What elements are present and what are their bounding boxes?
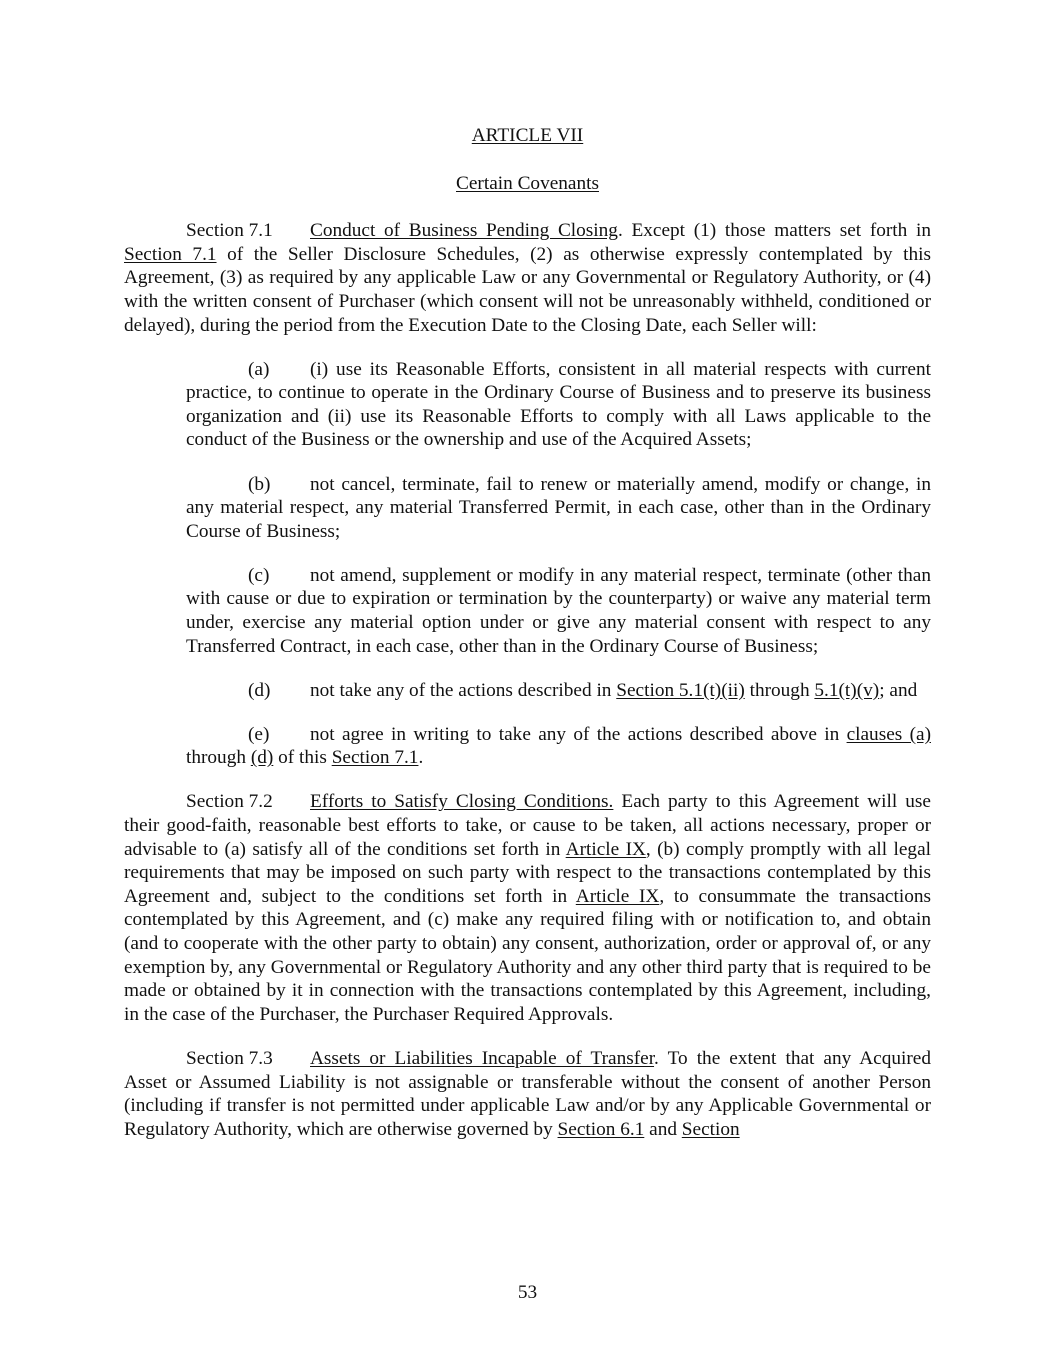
- clause-number: (d): [248, 679, 271, 701]
- cross-reference: clauses (a): [846, 723, 931, 745]
- section-heading: Assets or Liabilities Incapable of Transfer: [310, 1047, 655, 1069]
- section-heading: Efforts to Satisfy Closing Conditions.: [310, 791, 614, 813]
- section-heading: Conduct of Business Pending Closing: [310, 220, 618, 242]
- cross-reference: Section 7.1: [331, 747, 419, 769]
- clause-number: (a): [248, 358, 270, 380]
- section-7-3: Section 7.3 Assets or Liabilities Incapable of Transfer. To the extent that any Acquired Asset or Assumed Liability is not assignable or transferable without the consent of another Person (including if transfer is not permitted under applicable Law and/or by any Applicable Governmental or Regulatory Authority, which are otherwise governed by Section 6.1 and Section: [124, 1047, 931, 1140]
- page-number: 53: [517, 1282, 538, 1303]
- clause-number: (b): [248, 473, 271, 495]
- section-7-2: Section 7.2 Efforts to Satisfy Closing Conditions. Each party to this Agreement will use their good-faith, reasonable best efforts to take, or cause to be taken, all actions necessary, proper or advisable to (a) satisfy all of the conditions set forth in Article IX, (b) comply promptly with all legal requirements that may be imposed on such party with respect to the transactions contemplated by this Agreement and, subject to the conditions set forth in Article IX, to consummate the transactions contemplated by this Agreement, and (c) make any required filing with or notification to, and obtain (and to cooperate with the other party to obtain) any consent, authorization, order or approval of, or any exemption by, any Governmental or Regulatory Authority and any other third party that is required to be made or obtained by it in connection with the transactions contemplated by this Agreement, including, in the case of the Purchaser, the Purchaser Required Approvals.: [124, 791, 931, 1025]
- cross-reference: Section 7.1: [124, 243, 217, 265]
- document-page: [124, 124, 931, 1162]
- cross-reference: Section 6.1: [557, 1118, 645, 1140]
- clause-b: (b) not cancel, terminate, fail to renew or materially amend, modify or change, in any material respect, any material Transferred Permit, in each case, other than in the Ordinary Course of Business;: [186, 473, 931, 542]
- cross-reference: (d): [250, 747, 274, 769]
- section-7-1: Section 7.1 Conduct of Business Pending Closing. Except (1) those matters set forth in Section 7.1 of the Seller Disclosure Schedules, (2) as otherwise expressly contemplated by this Agreement, (3) as required by any applicable Law or any Governmental or Regulatory Authority, or (4) with the written consent of Purchaser (which consent will not be unreasonably withheld, conditioned or delayed), during the period from the Execution Date to the Closing Date, each Seller will:: [124, 220, 931, 336]
- section-number: Section 7.3: [186, 1047, 273, 1069]
- article-title: ARTICLE VII: [471, 125, 584, 146]
- section-number: Section 7.2: [186, 791, 273, 813]
- section-number: Section 7.1: [186, 220, 273, 242]
- cross-reference: Section: [681, 1118, 740, 1140]
- clause-e: (e) not agree in writing to take any of the actions described above in clauses (a) through (d) of this Section 7.1.: [186, 723, 931, 769]
- cross-reference: Section 5.1(t)(ii): [616, 679, 745, 701]
- cross-reference: Article IX: [575, 885, 660, 907]
- cross-reference: 5.1(t)(v): [814, 679, 880, 701]
- clause-a: (a) (i) use its Reasonable Efforts, consistent in all material respects with current practice, to continue to operate in the Ordinary Course of Business and to preserve its business organization and (ii) use its Reasonable Efforts to comply with all Laws applicable to the conduct of the Business or the ownership and use of the Acquired Assets;: [186, 358, 931, 451]
- clause-d: (d) not take any of the actions described in Section 5.1(t)(ii) through 5.1(t)(v); and: [248, 679, 918, 701]
- clause-number: (e): [248, 723, 270, 745]
- cross-reference: Article IX: [565, 838, 646, 860]
- clause-number: (c): [248, 564, 270, 586]
- clause-c: (c) not amend, supplement or modify in any material respect, terminate (other than with cause or due to expiration or termination by the counterparty) or waive any material term under, exercise any material option under or give any material consent with respect to any Transferred Contract, in each case, other than in the Ordinary Course of Business;: [186, 564, 931, 657]
- article-subtitle: Certain Covenants: [456, 172, 599, 194]
